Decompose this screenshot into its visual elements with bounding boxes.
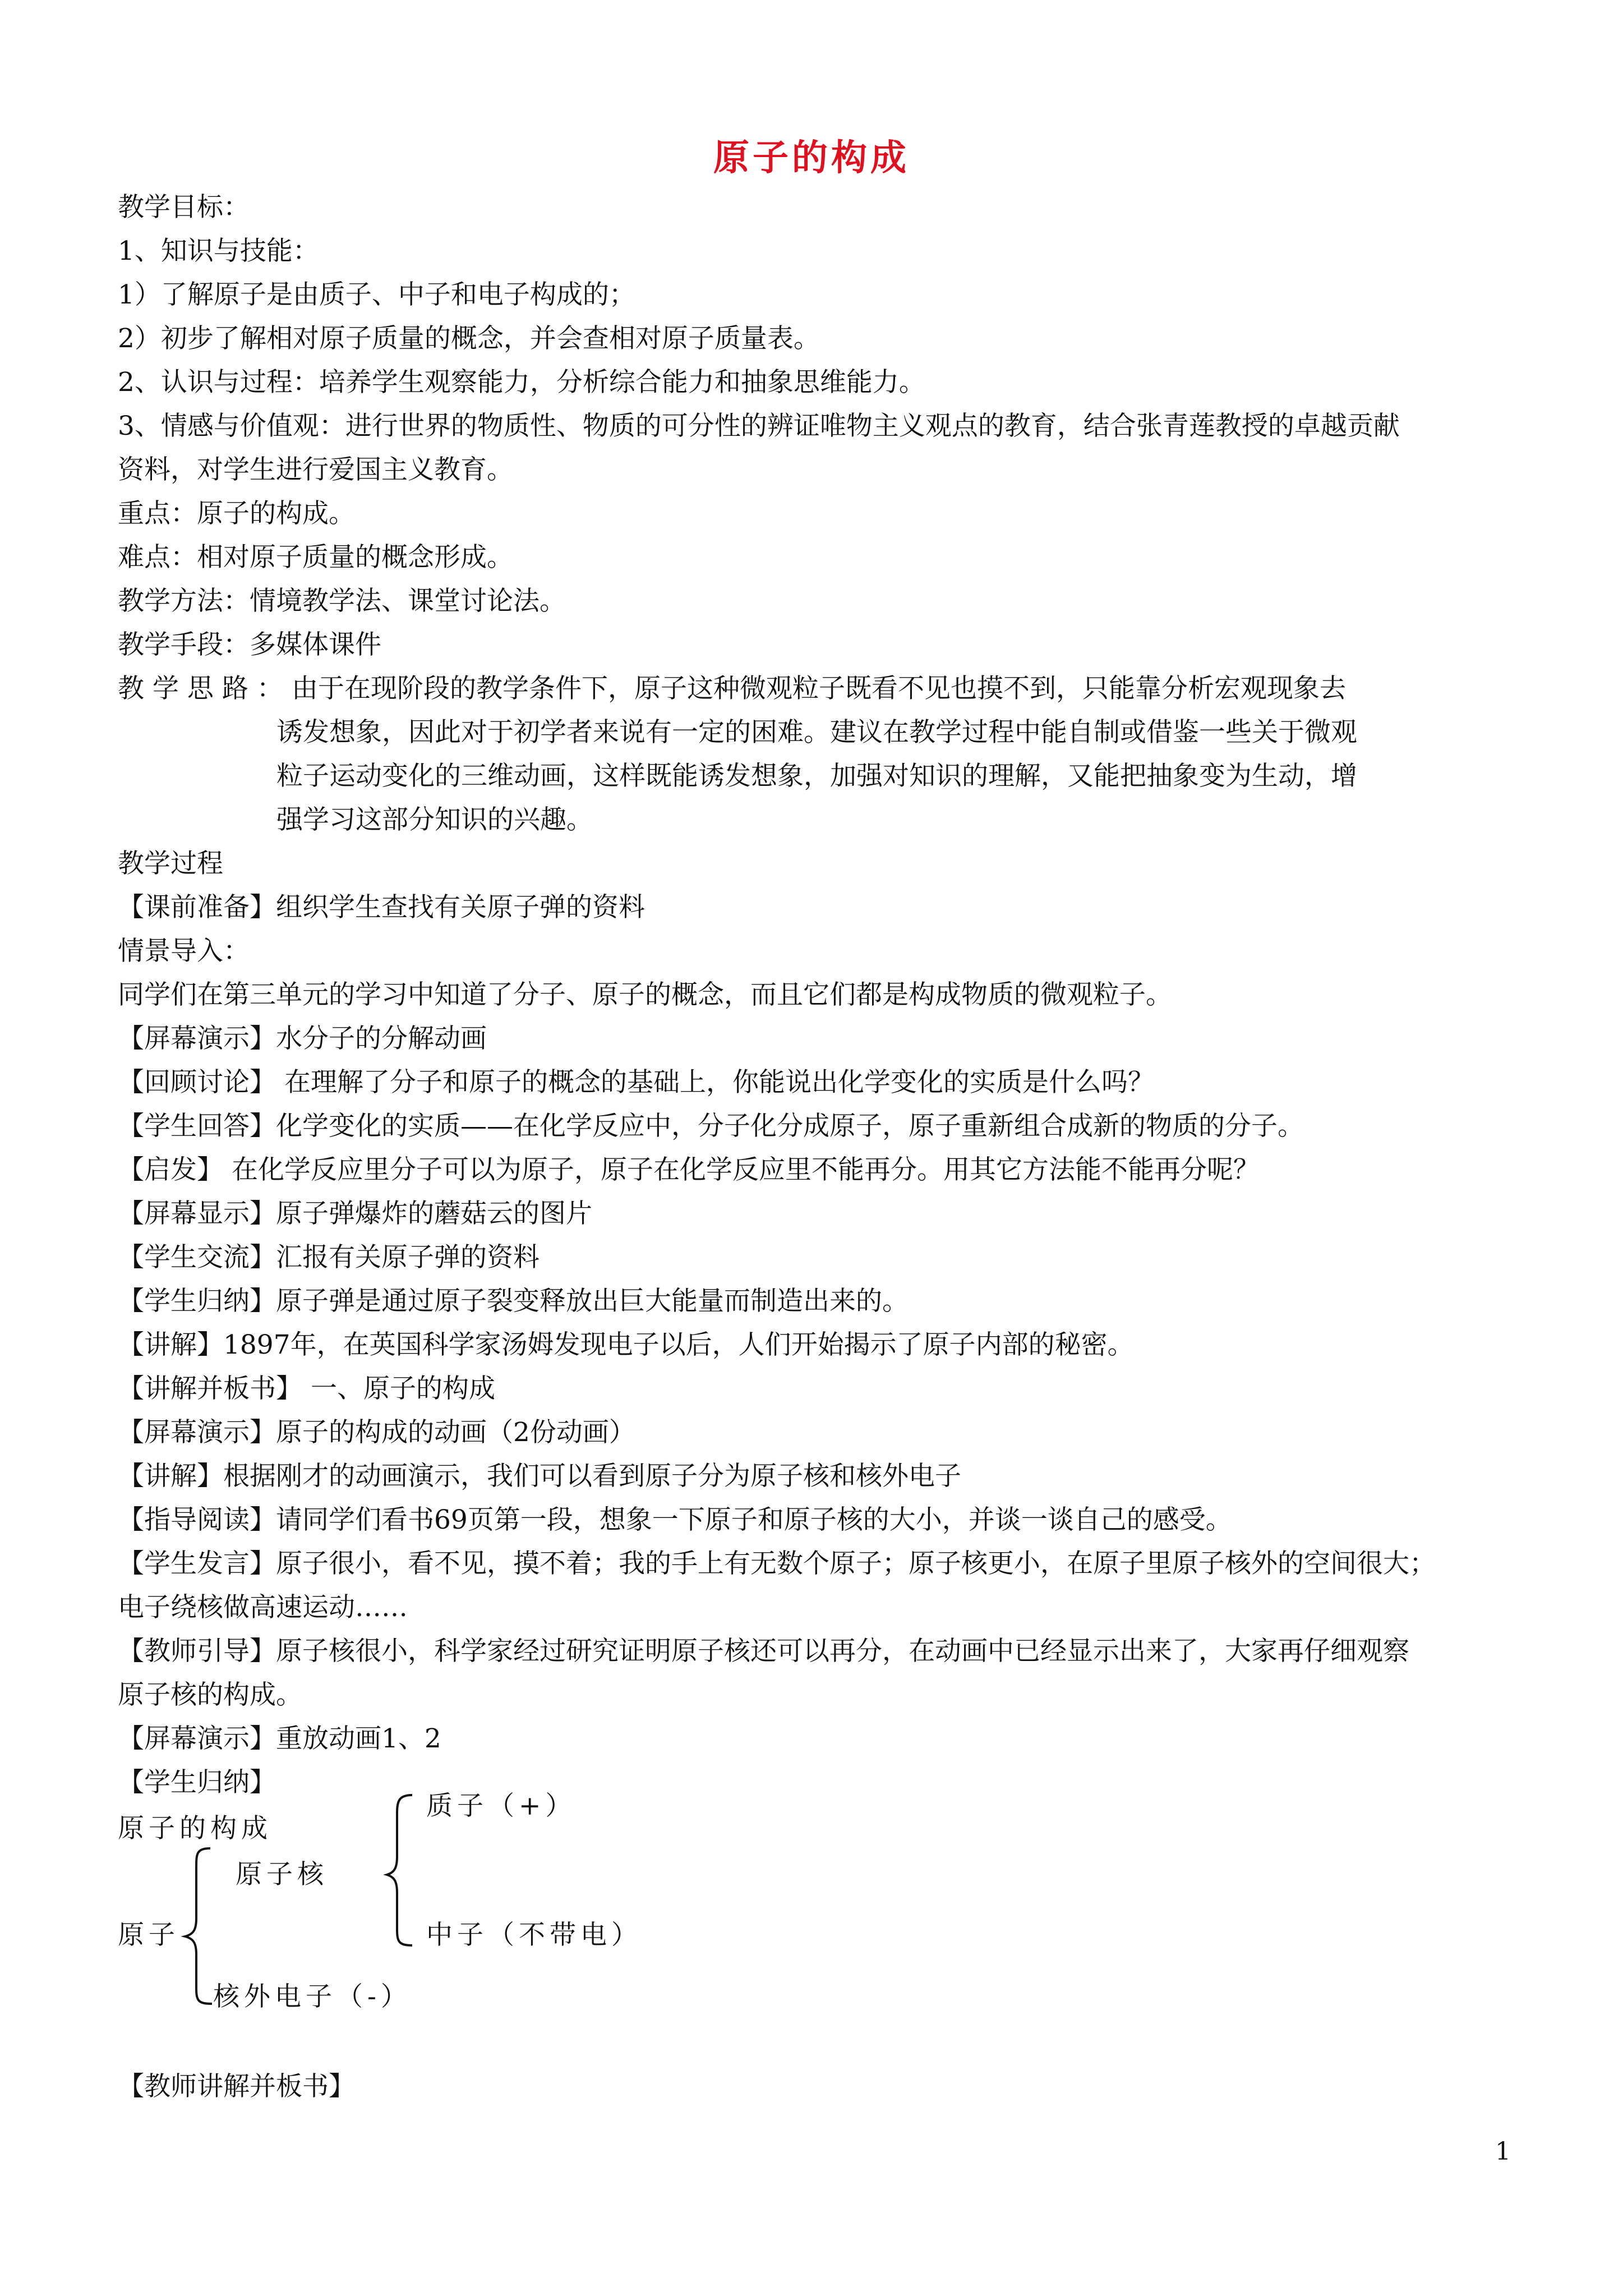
text-line: 【讲解并板书】 一、原子的构成 xyxy=(118,1373,495,1404)
text-line: 资料，对学生进行爱国主义教育。 xyxy=(118,454,513,485)
text-line: 同学们在第三单元的学习中知道了分子、原子的概念，而且它们都是构成物质的微观粒子。 xyxy=(118,979,1172,1010)
page-title: 原子的构成 xyxy=(713,137,910,179)
text-line: 教学手段：多媒体课件 xyxy=(118,629,381,660)
diagram-nucleus: 原子核 xyxy=(236,1859,328,1890)
text-line: 【屏幕演示】原子的构成的动画（2份动画） xyxy=(118,1417,635,1448)
text-line: 【回顾讨论】 在理解了分子和原子的概念的基础上，你能说出化学变化的实质是什么吗？ xyxy=(118,1067,1154,1098)
text-line: 情景导入： xyxy=(118,936,250,967)
thinking-line: 粒子运动变化的三维动画，这样既能诱发想象，加强对知识的理解，又能把抽象变为生动，增 xyxy=(276,761,1357,792)
text-line: 重点：原子的构成。 xyxy=(118,498,355,529)
thinking-label: 教 学 思 路 ： xyxy=(118,673,283,704)
text-line: 原子核的构成。 xyxy=(118,1680,302,1710)
text-line: 【教师讲解并板书】 xyxy=(118,2071,355,2102)
thinking-line: 诱发想象，因此对于初学者来说有一定的困难。建议在教学过程中能自制或借鉴一些关于微观 xyxy=(276,717,1357,748)
thinking-line: 强学习这部分知识的兴趣。 xyxy=(276,804,593,835)
text-line: 1、知识与技能： xyxy=(118,236,319,266)
diagram-atom: 原子 xyxy=(118,1920,179,1950)
text-line: 【启发】 在化学反应里分子可以为原子，原子在化学反应里不能再分。用其它方法能不能再分呢？ xyxy=(118,1154,1260,1185)
text-line: 2）初步了解相对原子质量的概念，并会查相对原子质量表。 xyxy=(118,323,820,354)
text-line: 【学生归纳】 xyxy=(118,1767,276,1798)
nucleus-brace xyxy=(387,1795,412,1945)
text-line: 【学生归纳】原子弹是通过原子裂变释放出巨大能量而制造出来的。 xyxy=(118,1286,909,1317)
diagram-electron: 核外电子（-） xyxy=(213,1981,412,2012)
text-line: 【屏幕显示】原子弹爆炸的蘑菇云的图片 xyxy=(118,1198,592,1229)
text-line: 【讲解】1897年，在英国科学家汤姆发现电子以后，人们开始揭示了原子内部的秘密。 xyxy=(118,1329,1134,1360)
text-line: 【讲解】根据刚才的动画演示，我们可以看到原子分为原子核和核外电子 xyxy=(118,1461,961,1492)
text-line: 电子绕核做高速运动…… xyxy=(118,1592,408,1623)
text-line: 【学生发言】原子很小，看不见，摸不着；我的手上有无数个原子；原子核更小，在原子里原子核外的空间很大； xyxy=(118,1548,1436,1579)
text-line: 【课前准备】组织学生查找有关原子弹的资料 xyxy=(118,892,645,923)
text-line: 难点：相对原子质量的概念形成。 xyxy=(118,542,513,573)
thinking-line: 由于在现阶段的教学条件下，原子这种微观粒子既看不见也摸不到，只能靠分析宏观现象去 xyxy=(292,673,1346,704)
text-line: 【教师引导】原子核很小，科学家经过研究证明原子核还可以再分，在动画中已经显示出来了，大家再仔细观察 xyxy=(118,1636,1409,1667)
text-line: 【学生回答】化学变化的实质——在化学反应中，分子化分成原子，原子重新组合成新的物质的分子。 xyxy=(118,1111,1304,1142)
text-line: 3、情感与价值观：进行世界的物质性、物质的可分性的辨证唯物主义观点的教育，结合张青莲教授的卓越贡献 xyxy=(118,411,1400,441)
text-line: 教学过程 xyxy=(118,848,223,879)
text-line: 【学生交流】汇报有关原子弹的资料 xyxy=(118,1242,540,1273)
text-line: 【屏幕演示】水分子的分解动画 xyxy=(118,1023,487,1054)
text-line: 【屏幕演示】重放动画1、2 xyxy=(118,1723,441,1754)
diagram-proton: 质子（+） xyxy=(426,1791,577,1821)
text-line: 2、认识与过程：培养学生观察能力，分析综合能力和抽象思维能力。 xyxy=(118,367,925,398)
text-line: 教学目标： xyxy=(118,192,250,223)
diagram-heading: 原子的构成 xyxy=(118,1813,272,1844)
text-line: 教学方法：情境教学法、课堂讨论法。 xyxy=(118,586,566,616)
text-line: 【指导阅读】请同学们看书69页第一段，想象一下原子和原子核的大小，并谈一谈自己的感受。 xyxy=(118,1504,1232,1535)
atom-brace xyxy=(185,1848,212,2004)
text-line: 1）了解原子是由质子、中子和电子构成的； xyxy=(118,279,635,310)
diagram-neutron: 中子（不带电） xyxy=(426,1920,642,1950)
page-number: 1 xyxy=(1495,2137,1511,2166)
